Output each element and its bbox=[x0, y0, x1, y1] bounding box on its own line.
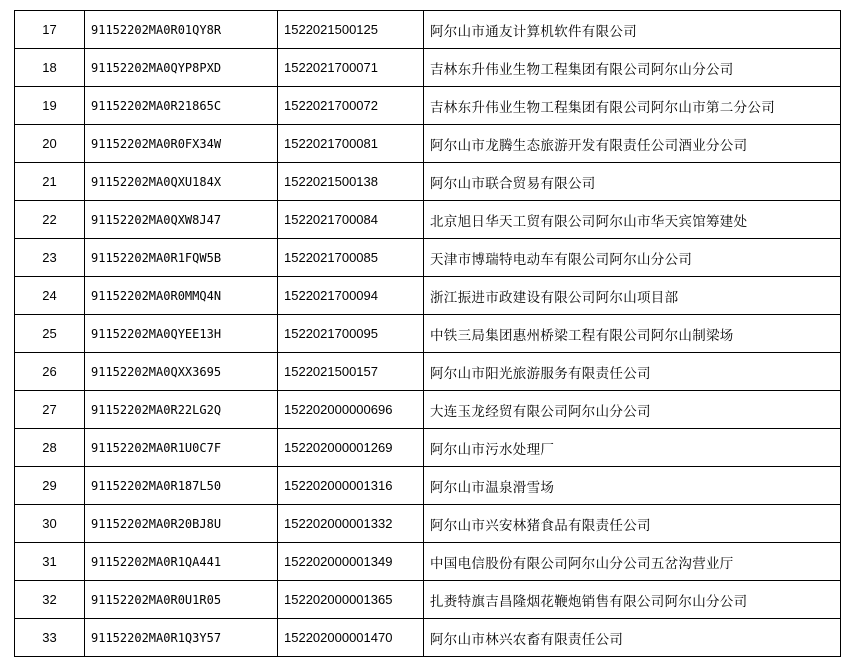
credit-code-cell: 91152202MA0R1Q3Y57 bbox=[85, 619, 278, 657]
credit-code-cell: 91152202MA0R0FX34W bbox=[85, 125, 278, 163]
row-number-cell: 25 bbox=[15, 315, 85, 353]
credit-code-cell: 91152202MA0R21865C bbox=[85, 87, 278, 125]
registration-number-cell: 1522021700072 bbox=[278, 87, 424, 125]
table-row bbox=[15, 11, 841, 49]
row-number-cell: 29 bbox=[15, 467, 85, 505]
company-name-cell: 阿尔山市兴安林猪食品有限责任公司 bbox=[424, 505, 841, 543]
company-name-cell: 扎赉特旗吉昌隆烟花鞭炮销售有限公司阿尔山分公司 bbox=[424, 581, 841, 619]
table-row bbox=[15, 391, 841, 429]
row-number-cell: 31 bbox=[15, 543, 85, 581]
credit-code-cell: 91152202MA0QXX3695 bbox=[85, 353, 278, 391]
credit-code-cell: 91152202MA0QXW8J47 bbox=[85, 201, 278, 239]
company-name-cell: 浙江振进市政建设有限公司阿尔山项目部 bbox=[424, 277, 841, 315]
registration-number-cell: 1522021500138 bbox=[278, 163, 424, 201]
company-name-cell: 阿尔山市温泉滑雪场 bbox=[424, 467, 841, 505]
table-row bbox=[15, 87, 841, 125]
table-row bbox=[15, 201, 841, 239]
row-number-cell: 18 bbox=[15, 49, 85, 87]
row-number-cell: 33 bbox=[15, 619, 85, 657]
registration-number-cell: 1522021500125 bbox=[278, 11, 424, 49]
row-number-cell: 21 bbox=[15, 163, 85, 201]
credit-code-cell: 91152202MA0QYEE13H bbox=[85, 315, 278, 353]
credit-code-cell: 91152202MA0R20BJ8U bbox=[85, 505, 278, 543]
credit-code-cell: 91152202MA0R22LG2Q bbox=[85, 391, 278, 429]
table-row bbox=[15, 353, 841, 391]
company-name-cell: 吉林东升伟业生物工程集团有限公司阿尔山市第二分公司 bbox=[424, 87, 841, 125]
table-row bbox=[15, 619, 841, 657]
table-row bbox=[15, 315, 841, 353]
credit-code-cell: 91152202MA0QXU184X bbox=[85, 163, 278, 201]
company-name-cell: 阿尔山市污水处理厂 bbox=[424, 429, 841, 467]
registration-number-cell: 1522021700085 bbox=[278, 239, 424, 277]
table-row bbox=[15, 543, 841, 581]
row-number-cell: 19 bbox=[15, 87, 85, 125]
company-name-cell: 阿尔山市通友计算机软件有限公司 bbox=[424, 11, 841, 49]
company-name-cell: 阿尔山市阳光旅游服务有限责任公司 bbox=[424, 353, 841, 391]
company-name-cell: 阿尔山市龙腾生态旅游开发有限责任公司酒业分公司 bbox=[424, 125, 841, 163]
credit-code-cell: 91152202MA0R0MMQ4N bbox=[85, 277, 278, 315]
table-row bbox=[15, 467, 841, 505]
company-name-cell: 中铁三局集团惠州桥梁工程有限公司阿尔山制梁场 bbox=[424, 315, 841, 353]
table-row bbox=[15, 277, 841, 315]
credit-code-cell: 91152202MA0QYP8PXD bbox=[85, 49, 278, 87]
registration-number-cell: 152202000001349 bbox=[278, 543, 424, 581]
registration-number-cell: 1522021700095 bbox=[278, 315, 424, 353]
credit-code-cell: 91152202MA0R1QA441 bbox=[85, 543, 278, 581]
company-name-cell: 阿尔山市联合贸易有限公司 bbox=[424, 163, 841, 201]
table-row bbox=[15, 581, 841, 619]
table-row bbox=[15, 239, 841, 277]
company-register-table bbox=[14, 10, 841, 657]
company-name-cell: 吉林东升伟业生物工程集团有限公司阿尔山分公司 bbox=[424, 49, 841, 87]
registration-number-cell: 152202000001269 bbox=[278, 429, 424, 467]
registration-number-cell: 152202000001365 bbox=[278, 581, 424, 619]
company-name-cell: 阿尔山市林兴农畜有限责任公司 bbox=[424, 619, 841, 657]
row-number-cell: 27 bbox=[15, 391, 85, 429]
row-number-cell: 20 bbox=[15, 125, 85, 163]
table-row bbox=[15, 125, 841, 163]
company-register-table-section bbox=[14, 10, 840, 656]
registration-number-cell: 1522021500157 bbox=[278, 353, 424, 391]
credit-code-cell: 91152202MA0R0U1R05 bbox=[85, 581, 278, 619]
registration-number-cell: 1522021700094 bbox=[278, 277, 424, 315]
credit-code-cell: 91152202MA0R1FQW5B bbox=[85, 239, 278, 277]
registration-number-cell: 152202000001470 bbox=[278, 619, 424, 657]
table-row bbox=[15, 429, 841, 467]
row-number-cell: 22 bbox=[15, 201, 85, 239]
row-number-cell: 28 bbox=[15, 429, 85, 467]
company-name-cell: 天津市博瑞特电动车有限公司阿尔山分公司 bbox=[424, 239, 841, 277]
row-number-cell: 23 bbox=[15, 239, 85, 277]
registration-number-cell: 152202000001316 bbox=[278, 467, 424, 505]
row-number-cell: 26 bbox=[15, 353, 85, 391]
credit-code-cell: 91152202MA0R1U0C7F bbox=[85, 429, 278, 467]
credit-code-cell: 91152202MA0R187L50 bbox=[85, 467, 278, 505]
table-row bbox=[15, 505, 841, 543]
registration-number-cell: 152202000000696 bbox=[278, 391, 424, 429]
table-row bbox=[15, 163, 841, 201]
company-name-cell: 中国电信股份有限公司阿尔山分公司五岔沟营业厅 bbox=[424, 543, 841, 581]
registration-number-cell: 1522021700081 bbox=[278, 125, 424, 163]
row-number-cell: 17 bbox=[15, 11, 85, 49]
table-row bbox=[15, 49, 841, 87]
credit-code-cell: 91152202MA0R01QY8R bbox=[85, 11, 278, 49]
registration-number-cell: 1522021700084 bbox=[278, 201, 424, 239]
row-number-cell: 24 bbox=[15, 277, 85, 315]
registration-number-cell: 152202000001332 bbox=[278, 505, 424, 543]
company-name-cell: 北京旭日华天工贸有限公司阿尔山市华天宾馆筹建处 bbox=[424, 201, 841, 239]
company-name-cell: 大连玉龙经贸有限公司阿尔山分公司 bbox=[424, 391, 841, 429]
row-number-cell: 30 bbox=[15, 505, 85, 543]
registration-number-cell: 1522021700071 bbox=[278, 49, 424, 87]
row-number-cell: 32 bbox=[15, 581, 85, 619]
table-body bbox=[15, 11, 841, 657]
